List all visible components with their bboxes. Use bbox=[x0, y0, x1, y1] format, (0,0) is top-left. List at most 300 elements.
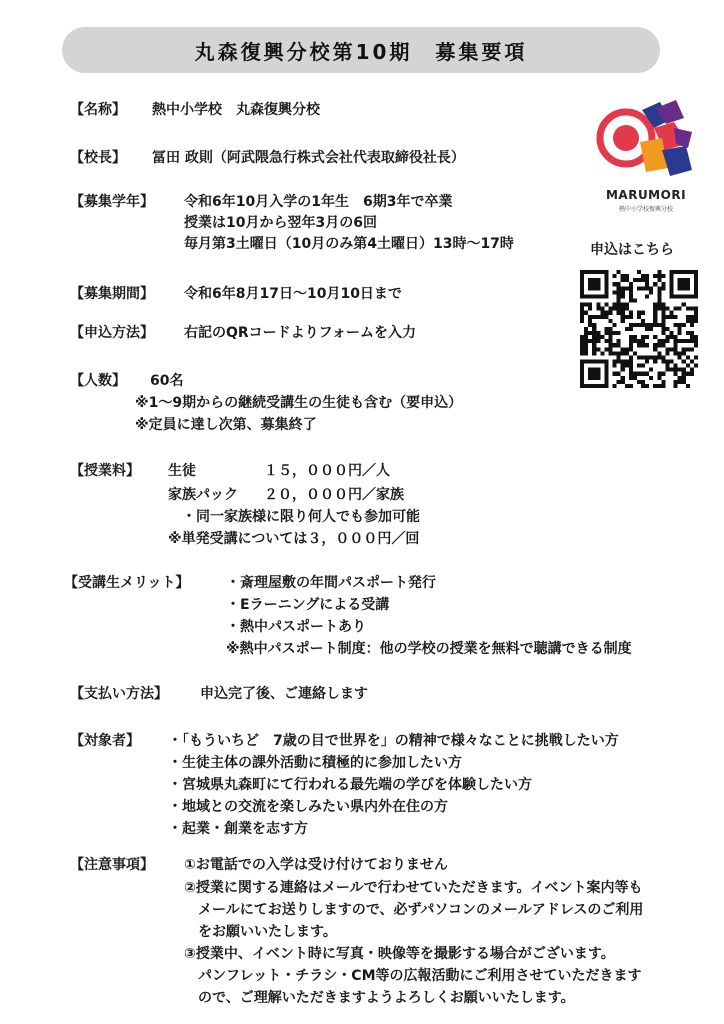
qr-module bbox=[613, 364, 617, 368]
qr-module bbox=[645, 360, 649, 364]
qr-module bbox=[665, 351, 669, 355]
qr-module bbox=[657, 270, 661, 274]
qr-module bbox=[670, 274, 674, 278]
target-line: ・起業・創業を志す方 bbox=[168, 821, 308, 837]
qr-module bbox=[665, 339, 669, 343]
qr-module bbox=[678, 294, 682, 298]
notes-line: ②授業に関する連絡はメールで行わせていただきます。イベント案内等も bbox=[184, 880, 643, 896]
qr-module bbox=[690, 372, 694, 376]
qr-module bbox=[653, 360, 657, 364]
qr-module bbox=[604, 270, 608, 274]
qr-module bbox=[678, 323, 682, 327]
qr-module bbox=[613, 303, 617, 307]
qr-module bbox=[682, 380, 686, 384]
qr-module bbox=[653, 303, 657, 307]
qr-module bbox=[617, 298, 621, 302]
qr-module bbox=[596, 278, 600, 282]
qr-module bbox=[694, 343, 698, 347]
qr-module bbox=[580, 315, 584, 319]
qr-module bbox=[645, 327, 649, 331]
qr-module bbox=[629, 339, 633, 343]
qr-module bbox=[613, 290, 617, 294]
qr-module bbox=[661, 323, 665, 327]
qr-module bbox=[613, 307, 617, 311]
qr-module bbox=[596, 331, 600, 335]
qr-module bbox=[665, 347, 669, 351]
qr-module bbox=[592, 335, 596, 339]
qr-module bbox=[690, 331, 694, 335]
qr-module bbox=[641, 380, 645, 384]
qr-module bbox=[588, 368, 592, 372]
target-line: ・「もういちど 7歳の目で世界を」の精神で様々なことに挑戦したい方 bbox=[168, 733, 619, 749]
qr-module bbox=[637, 372, 641, 376]
qr-module bbox=[584, 311, 588, 315]
qr-module bbox=[621, 380, 625, 384]
qr-module bbox=[686, 331, 690, 335]
qr-module bbox=[588, 286, 592, 290]
qr-module bbox=[604, 380, 608, 384]
qr-module bbox=[694, 355, 698, 359]
notes-line: パンフレット・チラシ・CM等の広報活動にご利用させていただきます bbox=[198, 968, 642, 984]
qr-module bbox=[637, 270, 641, 274]
qr-module bbox=[694, 307, 698, 311]
qr-module bbox=[637, 380, 641, 384]
qr-module bbox=[580, 311, 584, 315]
qr-module bbox=[588, 323, 592, 327]
qr-module bbox=[629, 335, 633, 339]
qr-module bbox=[657, 274, 661, 278]
qr-module bbox=[621, 307, 625, 311]
qr-module bbox=[580, 343, 584, 347]
merit-line: ・Eラーニングによる受講 bbox=[226, 597, 390, 613]
qr-module bbox=[580, 278, 584, 282]
qr-module bbox=[592, 360, 596, 364]
qr-module bbox=[625, 315, 629, 319]
qr-module bbox=[686, 315, 690, 319]
qr-module bbox=[600, 335, 604, 339]
qr-module bbox=[629, 315, 633, 319]
merit-label: 【受講生メリット】 bbox=[64, 575, 190, 591]
target-line: ・生徒主体の課外活動に積極的に参加したい方 bbox=[168, 755, 462, 771]
qr-module bbox=[641, 343, 645, 347]
qr-module bbox=[690, 339, 694, 343]
notes-line: メールにてお送りしますので、必ずパソコンのメールアドレスのご利用 bbox=[198, 902, 644, 918]
qr-module bbox=[670, 335, 674, 339]
qr-module bbox=[600, 360, 604, 364]
qr-module bbox=[588, 339, 592, 343]
qr-module bbox=[629, 347, 633, 351]
qr-module bbox=[625, 307, 629, 311]
qr-module bbox=[617, 294, 621, 298]
qr-module bbox=[580, 380, 584, 384]
qr-module bbox=[596, 347, 600, 351]
page-title: 丸森復興分校第10期 募集要項 bbox=[62, 27, 660, 73]
qr-module bbox=[657, 290, 661, 294]
qr-module bbox=[682, 372, 686, 376]
qr-module bbox=[641, 286, 645, 290]
qr-module bbox=[584, 294, 588, 298]
qr-module bbox=[580, 368, 584, 372]
qr-module bbox=[580, 282, 584, 286]
qr-module bbox=[670, 282, 674, 286]
qr-module bbox=[674, 315, 678, 319]
qr-module bbox=[592, 331, 596, 335]
qr-module bbox=[592, 323, 596, 327]
period-label: 【募集期間】 bbox=[70, 286, 154, 302]
qr-module bbox=[596, 286, 600, 290]
qr-module bbox=[686, 364, 690, 368]
qr-module bbox=[600, 311, 604, 315]
qr-module bbox=[625, 364, 629, 368]
qr-module bbox=[580, 290, 584, 294]
qr-module bbox=[600, 351, 604, 355]
qr-module bbox=[690, 315, 694, 319]
qr-module bbox=[588, 376, 592, 380]
qr-module bbox=[674, 335, 678, 339]
qr-module bbox=[613, 351, 617, 355]
qr-module bbox=[608, 311, 612, 315]
qr-module bbox=[694, 282, 698, 286]
qr-module bbox=[649, 368, 653, 372]
qr-module bbox=[596, 339, 600, 343]
qr-module bbox=[641, 274, 645, 278]
qr-module bbox=[580, 339, 584, 343]
qr-module bbox=[580, 360, 584, 364]
qr-module bbox=[649, 376, 653, 380]
qr-module bbox=[592, 343, 596, 347]
qr-module bbox=[637, 323, 641, 327]
qr-module bbox=[686, 347, 690, 351]
grade-line: 毎月第3土曜日（10月のみ第4土曜日）13時～17時 bbox=[184, 236, 514, 252]
qr-module bbox=[625, 360, 629, 364]
qr-module bbox=[580, 364, 584, 368]
fee-single-note: ※単発受講については３，０００円／回 bbox=[168, 531, 420, 547]
qr-module bbox=[584, 351, 588, 355]
qr-module bbox=[596, 360, 600, 364]
qr-module bbox=[653, 384, 657, 388]
qr-module bbox=[678, 270, 682, 274]
qr-module bbox=[686, 286, 690, 290]
qr-caption: 申込はこちら bbox=[590, 242, 674, 258]
qr-module bbox=[657, 343, 661, 347]
qr-module bbox=[686, 270, 690, 274]
qr-module bbox=[674, 343, 678, 347]
notes-label: 【注意事項】 bbox=[70, 857, 154, 873]
qr-module bbox=[694, 274, 698, 278]
qr-module bbox=[608, 351, 612, 355]
qr-module bbox=[653, 274, 657, 278]
qr-module bbox=[600, 384, 604, 388]
qr-module bbox=[670, 360, 674, 364]
qr-module bbox=[674, 368, 678, 372]
qr-module bbox=[584, 339, 588, 343]
qr-module bbox=[629, 364, 633, 368]
qr-module bbox=[629, 360, 633, 364]
qr-module bbox=[633, 372, 637, 376]
qr-module bbox=[641, 319, 645, 323]
qr-module bbox=[657, 355, 661, 359]
qr-module bbox=[653, 282, 657, 286]
qr-module bbox=[613, 372, 617, 376]
qr-module bbox=[604, 286, 608, 290]
qr-module bbox=[641, 278, 645, 282]
qr-module bbox=[621, 368, 625, 372]
qr-module bbox=[596, 335, 600, 339]
qr-module bbox=[584, 327, 588, 331]
qr-module bbox=[653, 347, 657, 351]
qr-module bbox=[621, 274, 625, 278]
qr-module bbox=[661, 282, 665, 286]
notes-line: ①お電話での入学は受け付けておりません bbox=[184, 857, 448, 873]
qr-code[interactable] bbox=[580, 270, 698, 388]
qr-module bbox=[657, 298, 661, 302]
qr-module bbox=[584, 335, 588, 339]
qr-module bbox=[657, 286, 661, 290]
qr-module bbox=[629, 384, 633, 388]
qr-module bbox=[633, 351, 637, 355]
qr-module bbox=[641, 372, 645, 376]
fee-student-value: １５，０００円／人 bbox=[264, 463, 390, 479]
qr-module bbox=[674, 294, 678, 298]
qr-module bbox=[661, 380, 665, 384]
qr-module bbox=[686, 384, 690, 388]
qr-module bbox=[641, 339, 645, 343]
qr-module bbox=[686, 278, 690, 282]
qr-module bbox=[665, 327, 669, 331]
qr-module bbox=[592, 270, 596, 274]
qr-module bbox=[617, 372, 621, 376]
qr-module bbox=[625, 286, 629, 290]
qr-module bbox=[617, 339, 621, 343]
qr-module bbox=[674, 347, 678, 351]
qr-module bbox=[657, 376, 661, 380]
capacity-note: ※定員に達し次第、募集終了 bbox=[135, 417, 317, 433]
qr-module bbox=[580, 303, 584, 307]
qr-module bbox=[588, 303, 592, 307]
qr-module bbox=[596, 384, 600, 388]
qr-module bbox=[657, 303, 661, 307]
qr-module bbox=[637, 278, 641, 282]
qr-module bbox=[604, 290, 608, 294]
qr-module bbox=[621, 347, 625, 351]
qr-module bbox=[657, 372, 661, 376]
qr-module bbox=[661, 372, 665, 376]
qr-module bbox=[674, 364, 678, 368]
qr-module bbox=[588, 319, 592, 323]
qr-module bbox=[633, 335, 637, 339]
qr-module bbox=[645, 274, 649, 278]
qr-module bbox=[682, 294, 686, 298]
qr-module bbox=[604, 311, 608, 315]
qr-module bbox=[657, 294, 661, 298]
qr-module bbox=[649, 323, 653, 327]
qr-module bbox=[661, 355, 665, 359]
grade-label: 【募集学年】 bbox=[70, 194, 154, 210]
qr-module bbox=[625, 347, 629, 351]
qr-module bbox=[592, 315, 596, 319]
qr-module bbox=[596, 372, 600, 376]
qr-module bbox=[653, 323, 657, 327]
qr-module bbox=[694, 311, 698, 315]
qr-module bbox=[690, 368, 694, 372]
target-label: 【対象者】 bbox=[70, 733, 140, 749]
qr-module bbox=[592, 351, 596, 355]
qr-module bbox=[682, 286, 686, 290]
qr-module bbox=[588, 384, 592, 388]
qr-module bbox=[592, 376, 596, 380]
qr-module bbox=[678, 282, 682, 286]
qr-module bbox=[617, 303, 621, 307]
qr-module bbox=[584, 270, 588, 274]
qr-module bbox=[625, 274, 629, 278]
qr-module bbox=[580, 286, 584, 290]
qr-module bbox=[604, 364, 608, 368]
qr-module bbox=[665, 364, 669, 368]
qr-module bbox=[600, 294, 604, 298]
qr-module bbox=[617, 360, 621, 364]
qr-module bbox=[645, 372, 649, 376]
qr-module bbox=[621, 360, 625, 364]
qr-module bbox=[625, 303, 629, 307]
qr-module bbox=[694, 335, 698, 339]
qr-module bbox=[592, 294, 596, 298]
qr-module bbox=[682, 278, 686, 282]
qr-module bbox=[657, 323, 661, 327]
qr-module bbox=[641, 355, 645, 359]
qr-module bbox=[625, 278, 629, 282]
qr-module bbox=[649, 327, 653, 331]
qr-module bbox=[588, 315, 592, 319]
qr-module bbox=[621, 303, 625, 307]
qr-module bbox=[645, 343, 649, 347]
qr-module bbox=[649, 290, 653, 294]
qr-module bbox=[678, 339, 682, 343]
qr-module bbox=[584, 331, 588, 335]
qr-module bbox=[621, 290, 625, 294]
target-line: ・宮城県丸森町にて行われる最先端の学びを体験したい方 bbox=[168, 777, 532, 793]
qr-module bbox=[690, 270, 694, 274]
qr-module bbox=[617, 355, 621, 359]
qr-module bbox=[645, 323, 649, 327]
qr-module bbox=[592, 372, 596, 376]
qr-module bbox=[686, 319, 690, 323]
fee-label: 【授業料】 bbox=[70, 463, 140, 479]
qr-module bbox=[661, 327, 665, 331]
grade-line: 授業は10月から翌年3月の6回 bbox=[184, 215, 377, 231]
qr-module bbox=[678, 278, 682, 282]
qr-module bbox=[682, 323, 686, 327]
qr-module bbox=[592, 327, 596, 331]
qr-module bbox=[657, 351, 661, 355]
qr-module bbox=[608, 339, 612, 343]
qr-module bbox=[588, 331, 592, 335]
grade-line: 令和6年10月入学の1年生 6期3年で卒業 bbox=[184, 194, 453, 210]
qr-module bbox=[617, 380, 621, 384]
qr-module bbox=[604, 294, 608, 298]
qr-module bbox=[645, 335, 649, 339]
qr-module bbox=[661, 315, 665, 319]
qr-module bbox=[580, 347, 584, 351]
logo-subtitle: 熱中小学校復興分校 bbox=[618, 206, 673, 213]
qr-module bbox=[682, 376, 686, 380]
qr-module bbox=[613, 384, 617, 388]
qr-module bbox=[588, 360, 592, 364]
qr-module bbox=[604, 327, 608, 331]
qr-module bbox=[588, 372, 592, 376]
qr-module bbox=[674, 307, 678, 311]
qr-module bbox=[580, 294, 584, 298]
qr-module bbox=[678, 307, 682, 311]
qr-module bbox=[604, 384, 608, 388]
principal-value: 冨田 政則（阿武隈急行株式会社代表取締役社長） bbox=[152, 150, 465, 166]
qr-module bbox=[621, 315, 625, 319]
qr-module bbox=[670, 315, 674, 319]
qr-module bbox=[584, 384, 588, 388]
qr-module bbox=[682, 282, 686, 286]
qr-module bbox=[580, 376, 584, 380]
qr-module bbox=[661, 303, 665, 307]
qr-module bbox=[629, 311, 633, 315]
qr-module bbox=[637, 311, 641, 315]
qr-module bbox=[682, 339, 686, 343]
qr-module bbox=[617, 290, 621, 294]
qr-module bbox=[657, 339, 661, 343]
qr-module bbox=[604, 278, 608, 282]
qr-module bbox=[686, 282, 690, 286]
qr-module bbox=[604, 315, 608, 319]
qr-module bbox=[645, 286, 649, 290]
qr-module bbox=[617, 351, 621, 355]
merit-line: ・斎理屋敷の年間パスポート発行 bbox=[226, 575, 436, 591]
qr-module bbox=[596, 303, 600, 307]
qr-module bbox=[629, 298, 633, 302]
qr-module bbox=[661, 331, 665, 335]
qr-module bbox=[653, 355, 657, 359]
qr-module bbox=[580, 307, 584, 311]
qr-module bbox=[580, 384, 584, 388]
qr-module bbox=[617, 286, 621, 290]
qr-module bbox=[592, 347, 596, 351]
qr-module bbox=[633, 278, 637, 282]
qr-module bbox=[633, 298, 637, 302]
qr-module bbox=[608, 343, 612, 347]
period-value: 令和6年8月17日～10月10日まで bbox=[184, 286, 402, 302]
qr-module bbox=[694, 286, 698, 290]
qr-module bbox=[665, 335, 669, 339]
qr-module bbox=[678, 351, 682, 355]
qr-module bbox=[637, 339, 641, 343]
qr-module bbox=[613, 331, 617, 335]
qr-module bbox=[665, 315, 669, 319]
qr-module bbox=[682, 368, 686, 372]
qr-module bbox=[690, 294, 694, 298]
qr-module bbox=[629, 294, 633, 298]
qr-module bbox=[637, 343, 641, 347]
qr-module bbox=[690, 360, 694, 364]
notes-line: ので、ご理解いただきますようよろしくお願いいたします。 bbox=[198, 990, 575, 1006]
fee-family-value: ２０，０００円／家族 bbox=[264, 487, 404, 503]
capacity-label: 【人数】 bbox=[70, 373, 126, 389]
payment-label: 【支払い方法】 bbox=[70, 686, 168, 702]
qr-module bbox=[657, 384, 661, 388]
qr-module bbox=[694, 364, 698, 368]
qr-module bbox=[649, 355, 653, 359]
qr-module bbox=[645, 355, 649, 359]
qr-module bbox=[645, 294, 649, 298]
notes-line: ③授業中、イベント時に写真・映像等を撮影する場合がございます。 bbox=[184, 946, 615, 962]
qr-module bbox=[674, 380, 678, 384]
qr-module bbox=[678, 380, 682, 384]
